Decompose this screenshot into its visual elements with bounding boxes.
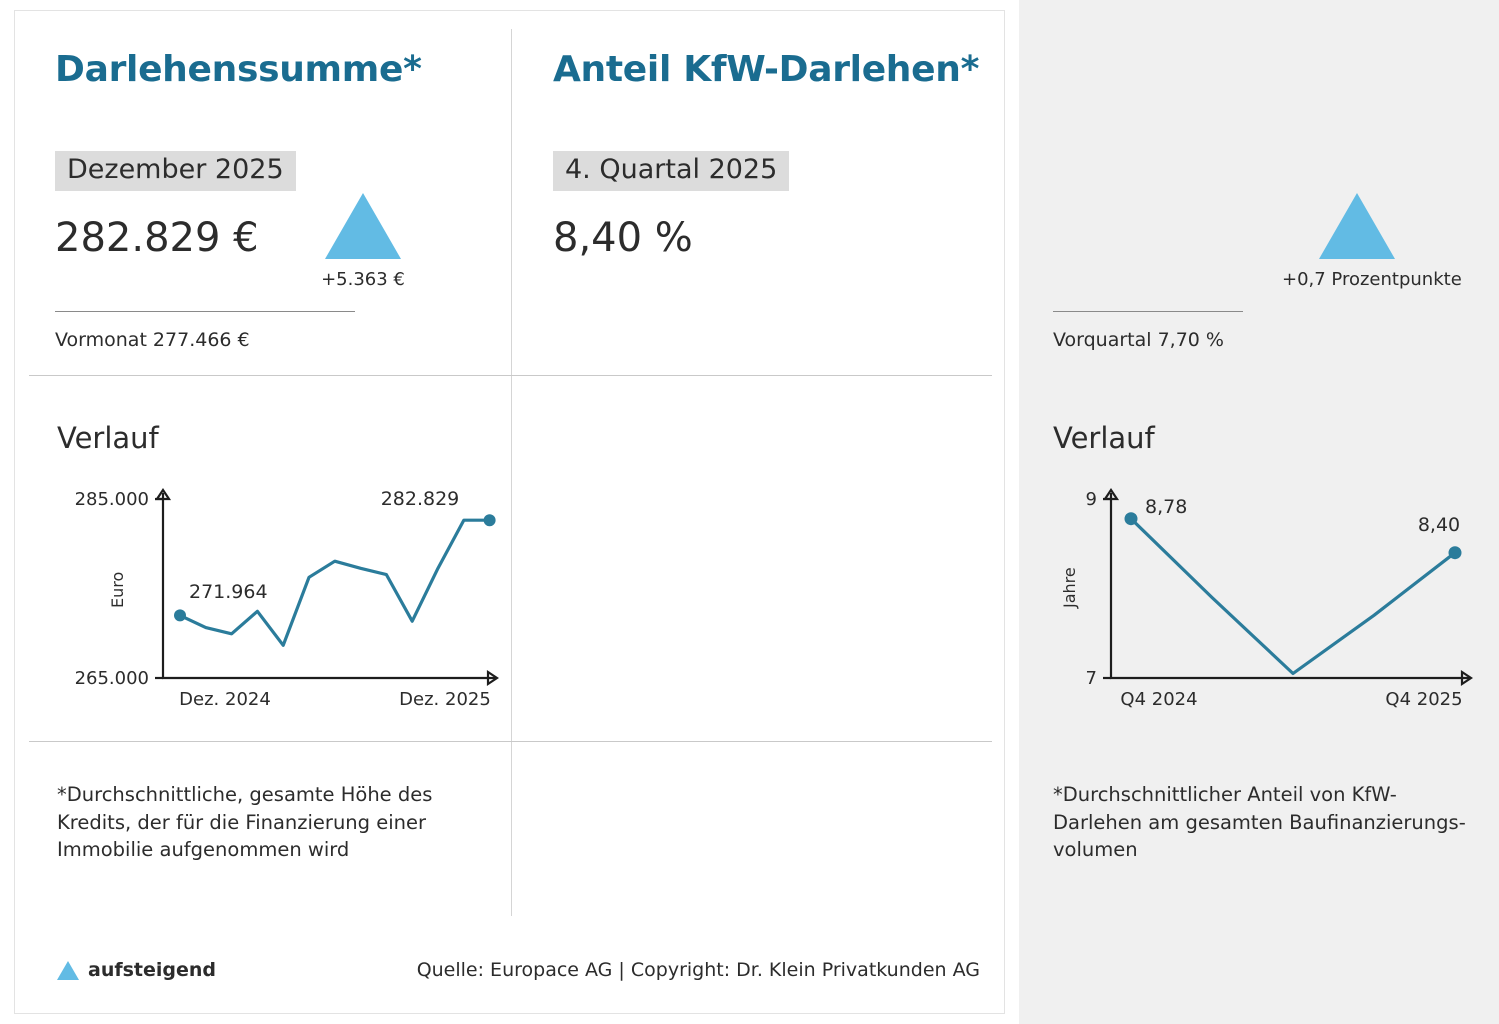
triangle-up-icon bbox=[1319, 193, 1395, 259]
previous-value: Vorquartal 7,70 % bbox=[1053, 329, 1224, 351]
y-tick-label-top: 9 bbox=[1085, 489, 1097, 510]
period-badge: Dezember 2025 bbox=[55, 151, 296, 191]
primary-value: 282.829 € bbox=[55, 215, 259, 261]
chart-axes bbox=[1111, 493, 1469, 678]
line-chart-svg bbox=[45, 473, 505, 713]
x-tick-label-start: Dez. 2024 bbox=[179, 689, 271, 710]
x-tick-label-end: Q4 2025 bbox=[1385, 689, 1463, 710]
series-point-end bbox=[484, 514, 496, 526]
panel-title: Darlehenssumme* bbox=[55, 49, 422, 90]
delta-value: +5.363 € bbox=[321, 269, 405, 290]
line-chart-svg bbox=[1039, 473, 1499, 713]
y-axis-title: Jahre bbox=[1060, 567, 1079, 608]
triangle-up-icon bbox=[325, 193, 401, 259]
legend-label: aufsteigend bbox=[88, 959, 217, 981]
history-chart-darlehenssumme bbox=[45, 473, 505, 713]
panel-darlehenssumme bbox=[15, 11, 511, 916]
series-annotation-end: 8,40 bbox=[1417, 514, 1461, 536]
previous-value: Vormonat 277.466 € bbox=[55, 329, 250, 351]
value-rule bbox=[1053, 311, 1243, 312]
infographic-frame bbox=[14, 10, 1466, 1014]
legend bbox=[57, 959, 216, 981]
y-tick-label-bottom: 265.000 bbox=[74, 668, 149, 689]
x-tick-label-start: Q4 2024 bbox=[1120, 689, 1198, 710]
series-point-start bbox=[174, 609, 186, 621]
history-chart-anteil-kfw bbox=[1039, 473, 1499, 713]
series-line bbox=[1131, 519, 1455, 674]
source-credit: Quelle: Europace AG | Copyright: Dr. Klein Privatkunden AG bbox=[416, 959, 980, 981]
period-badge: 4. Quartal 2025 bbox=[553, 151, 789, 191]
panel-footnote: *Durchschnittliche, gesamte Höhe des Kredits, der für die Finanzierung einer Immobilie aufgenommen wird bbox=[57, 783, 433, 862]
value-rule bbox=[55, 311, 355, 312]
history-title: Verlauf bbox=[1053, 421, 1155, 455]
panel-title: Anteil KfW-Darlehen* bbox=[553, 49, 980, 90]
panel-anteil-kfw bbox=[511, 11, 1466, 916]
series-annotation-start: 8,78 bbox=[1145, 496, 1188, 518]
series-annotation-start: 271.964 bbox=[189, 581, 268, 603]
y-tick-label-top: 285.000 bbox=[74, 489, 149, 510]
y-tick-label-bottom: 7 bbox=[1085, 668, 1097, 689]
panel-footnote: *Durchschnittlicher Anteil von KfW-Darlehen am gesamten Baufinanzierungs-volumen bbox=[1053, 783, 1466, 862]
series-point-end bbox=[1449, 546, 1462, 559]
series-annotation-end: 282.829 bbox=[380, 488, 460, 510]
series-point-start bbox=[1125, 512, 1138, 525]
primary-value: 8,40 % bbox=[553, 215, 693, 261]
x-tick-label-end: Dez. 2025 bbox=[399, 689, 491, 710]
triangle-up-icon bbox=[57, 961, 79, 980]
y-axis-title: Euro bbox=[108, 571, 127, 608]
delta-value: +0,7 Prozentpunkte bbox=[1282, 269, 1462, 290]
history-title: Verlauf bbox=[57, 421, 159, 455]
